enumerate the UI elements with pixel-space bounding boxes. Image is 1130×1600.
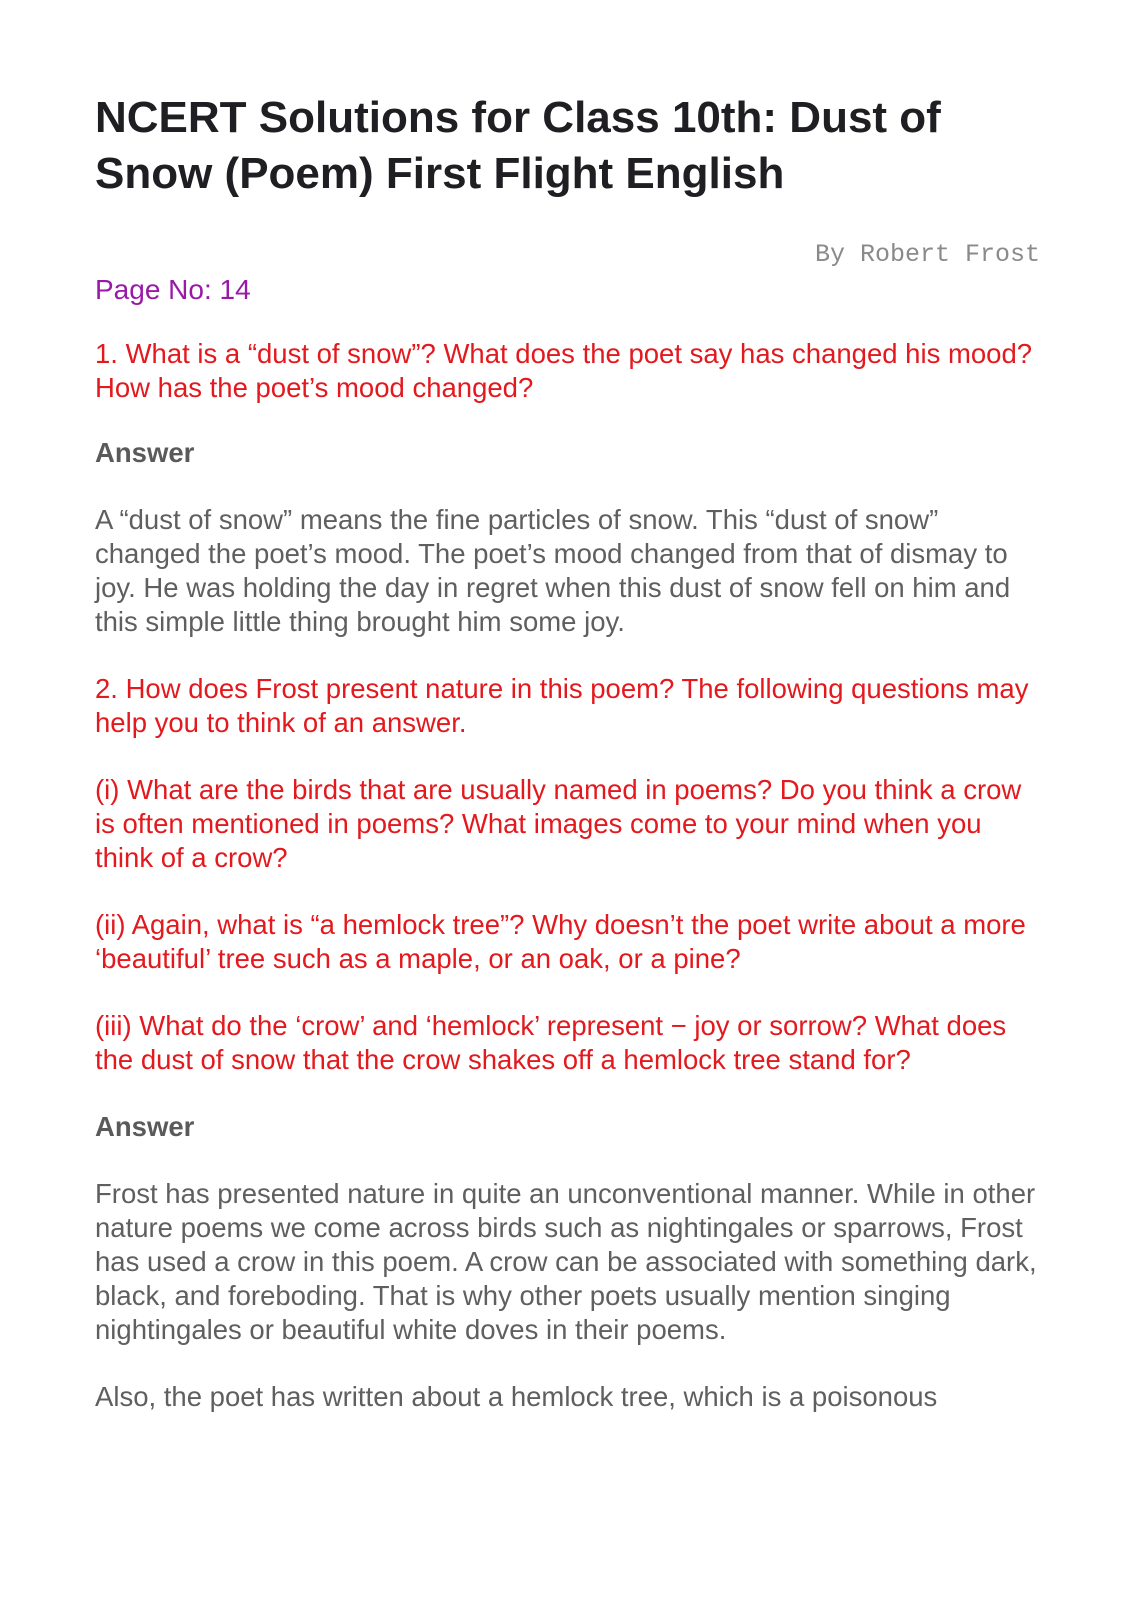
question-2-part-i: (i) What are the birds that are usually named in poems? Do you think a crow is often mentioned in poems? What images come to your mind when you think of a crow?	[95, 774, 1022, 873]
document-page	[95, 90, 1040, 1414]
question-2-part-iii: (iii) What do the ‘crow’ and ‘hemlock’ represent − joy or sorrow? What does the dust of snow that the crow shakes off a hemlock tree stand for?	[95, 1010, 1007, 1075]
answer-1: A “dust of snow” means the fine particles of snow. This “dust of snow” changed the poet’s mood. The poet’s mood changed from that of dismay to joy. He was holding the day in regret when this dust of snow fell on him and this simple little thing brought him some joy.	[95, 504, 1011, 637]
answer-2-paragraph-1: Frost has presented nature in quite an unconventional manner. While in other nature poems we come across birds such as nightingales or sparrows, Frost has used a crow in this poem. A crow can be associated with something dark, black, and foreboding. That is why other poets usually mention singing nightingales or beautiful white doves in their poems.	[95, 1178, 1037, 1345]
answer-label-1: Answer	[95, 437, 195, 468]
author-line: By Robert Frost	[814, 240, 1040, 269]
answer-2-paragraph-2: Also, the poet has written about a hemlock tree, which is a poisonous	[95, 1381, 938, 1412]
question-1: 1. What is a “dust of snow”? What does the poet say has changed his mood? How has the poet’s mood changed?	[95, 338, 1033, 403]
page-title: NCERT Solutions for Class 10th: Dust of Snow (Poem) First Flight English	[95, 93, 941, 198]
page-number: Page No: 14	[95, 274, 251, 305]
question-2: 2. How does Frost present nature in this poem? The following questions may help you to think of an answer.	[95, 673, 1029, 738]
answer-label-2: Answer	[95, 1111, 195, 1142]
question-2-part-ii: (ii) Again, what is “a hemlock tree”? Why doesn’t the poet write about a more ‘beautiful’ tree such as a maple, or an oak, or a pine?	[95, 909, 1026, 974]
